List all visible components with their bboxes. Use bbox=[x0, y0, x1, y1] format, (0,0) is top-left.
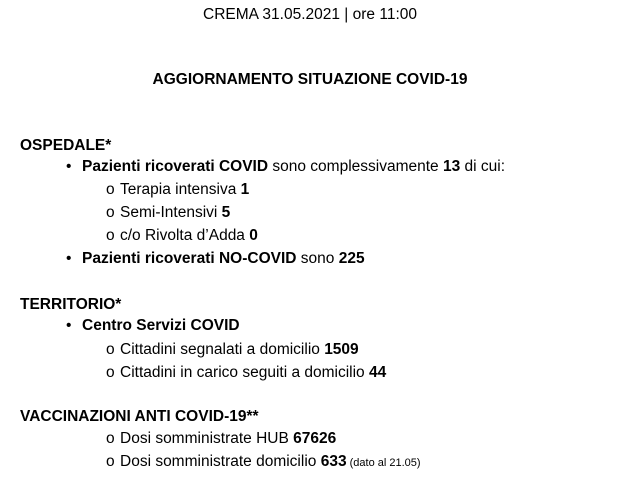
bullet-icon: • bbox=[66, 158, 72, 175]
list-item-dosi-domicilio bbox=[106, 453, 421, 472]
list-item-semi-intensivi bbox=[106, 204, 230, 222]
list-item-covid-patients bbox=[66, 158, 505, 176]
circle-bullet-icon: o bbox=[106, 227, 115, 244]
list-item-non-covid-patients bbox=[66, 250, 365, 268]
in-carico-value: 44 bbox=[368, 364, 387, 381]
circle-bullet-icon: o bbox=[106, 181, 115, 198]
segnalati-label: Cittadini segnalati a domicilio bbox=[120, 341, 325, 358]
semi-intensivi-value: 5 bbox=[221, 204, 231, 221]
dosi-domicilio-note: (dato al 21.05) bbox=[346, 457, 421, 469]
list-item-in-carico bbox=[106, 364, 386, 382]
bullet-icon: • bbox=[66, 250, 72, 267]
rivolta-value: 0 bbox=[249, 227, 258, 244]
dosi-domicilio-value: 633 bbox=[320, 453, 347, 470]
non-covid-label: Pazienti ricoverati NO-COVID bbox=[82, 250, 297, 267]
circle-bullet-icon: o bbox=[106, 430, 115, 447]
terapia-intensiva-value: 1 bbox=[240, 181, 250, 198]
vaccinazioni-heading: VACCINAZIONI ANTI COVID-19** bbox=[20, 408, 259, 425]
covid-patients-tail: di cui: bbox=[460, 158, 506, 175]
circle-bullet-icon: o bbox=[106, 364, 115, 381]
circle-bullet-icon: o bbox=[106, 453, 115, 470]
covid-patients-label: Pazienti ricoverati COVID bbox=[82, 158, 269, 175]
page-title: AGGIORNAMENTO SITUAZIONE COVID-19 bbox=[152, 71, 468, 88]
segnalati-value: 1509 bbox=[324, 341, 359, 358]
terapia-intensiva-label: Terapia intensiva bbox=[120, 181, 241, 198]
date-line: CREMA 31.05.2021 | ore 11:00 bbox=[203, 6, 417, 23]
covid-patients-value: 13 bbox=[442, 158, 461, 175]
dosi-domicilio-label: Dosi somministrate domicilio bbox=[120, 453, 321, 470]
rivolta-label: c/o Rivolta d’Adda bbox=[120, 227, 250, 244]
list-item-centro-servizi bbox=[66, 317, 240, 335]
centro-servizi-label: Centro Servizi COVID bbox=[82, 317, 240, 334]
semi-intensivi-label: Semi-Intensivi bbox=[120, 204, 222, 221]
non-covid-value: 225 bbox=[338, 250, 365, 267]
dosi-hub-label: Dosi somministrate HUB bbox=[120, 430, 294, 447]
non-covid-text: sono bbox=[296, 250, 339, 267]
in-carico-label: Cittadini in carico seguiti a domicilio bbox=[120, 364, 369, 381]
circle-bullet-icon: o bbox=[106, 204, 115, 221]
circle-bullet-icon: o bbox=[106, 341, 115, 358]
list-item-segnalati bbox=[106, 341, 359, 359]
bullet-icon: • bbox=[66, 317, 72, 334]
covid-patients-text: sono complessivamente bbox=[268, 158, 443, 175]
ospedale-heading: OSPEDALE* bbox=[20, 137, 112, 154]
list-item-rivolta bbox=[106, 227, 258, 245]
territorio-heading: TERRITORIO* bbox=[20, 296, 122, 313]
list-item-dosi-hub bbox=[106, 430, 336, 448]
dosi-hub-value: 67626 bbox=[293, 430, 337, 447]
list-item-terapia-intensiva bbox=[106, 181, 249, 199]
